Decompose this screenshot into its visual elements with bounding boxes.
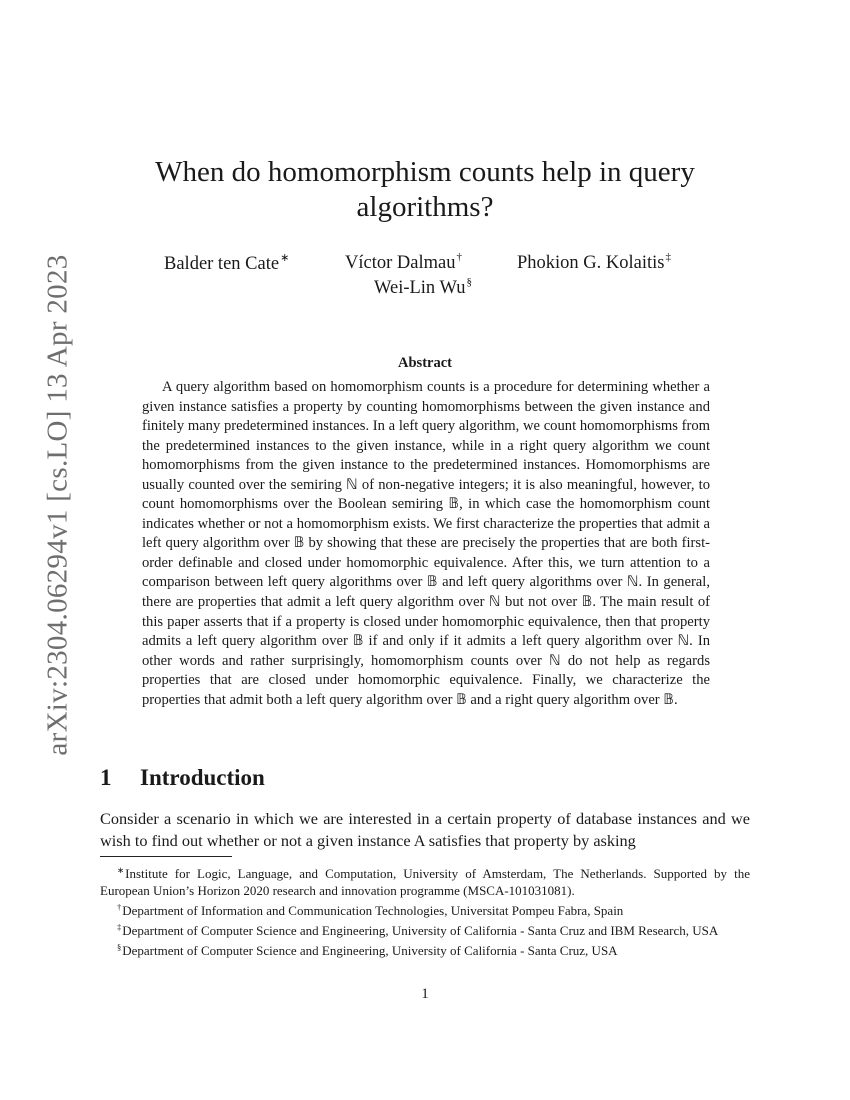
author-4: [374, 276, 472, 299]
footnote-mark: ∗: [117, 865, 125, 875]
section-heading-introduction: [100, 765, 265, 791]
arxiv-identifier-stamp: arXiv:2304.06294v1 [cs.LO] 13 Apr 2023: [41, 254, 74, 756]
author-name: Víctor Dalmau: [345, 253, 456, 273]
author-name: Wei-Lin Wu: [374, 278, 466, 298]
footnote-mark: †: [117, 902, 122, 912]
section-title: Introduction: [140, 765, 265, 790]
author-2: [345, 251, 462, 274]
footnote-2: [100, 899, 750, 919]
footnote-3: [100, 919, 750, 939]
abstract-text: A query algorithm based on homomorphism counts is a procedure for determining whether a given instance satisfies a property by counting homomorphisms between the given instance and finitely many predetermined instances. In a left query algorithm, we count homomorphisms from the predetermined instances to the given instance, while in a right query algorithm we count homomorphisms from the given instance to the predetermined instances. Homomorphisms are usually counted over the semiring ℕ of non-negative integers; it is also meaningful, however, to count homomorphisms over the Boolean semiring 𝔹, in which case the homomorphism count indicates whether or not a homomorphism exists. We first characterize the properties that admit a left query algorithm over 𝔹 by showing that these are precisely the properties that are both first-order definable and closed under homomorphic equivalence. After this, we turn attention to a comparison between left query algorithms over 𝔹 and left query algorithms over ℕ. In general, there are properties that admit a left query algorithm over ℕ but not over 𝔹. The main result of this paper asserts that if a property is closed under homomorphic equivalence, then that property admits a left query algorithm over 𝔹 if and only if it admits a left query algorithm over ℕ. In other words and rather surprisingly, homomorphism counts over ℕ do not help as regards properties that are closed under homomorphic equivalence. Finally, we characterize the properties that admit both a left query algorithm over 𝔹 and a right query algorithm over 𝔹.: [142, 379, 710, 708]
footnote-1: [100, 862, 750, 899]
footnote-text: Department of Computer Science and Engineering, University of California - Santa Cruz and IBM Research, USA: [122, 923, 719, 938]
footnote-divider: [100, 856, 232, 857]
footnote-text: Department of Information and Communication Technologies, Universitat Pompeu Fabra, Spain: [122, 903, 624, 918]
footnote-mark: ‡: [117, 922, 122, 932]
author-mark: †: [456, 251, 462, 263]
introduction-text: Consider a scenario in which we are interested in a certain property of database instances and we wish to find out whether or not a given instance A satisfies that property by asking: [100, 809, 750, 850]
paper-title: When do homomorphism counts help in query algorithms?: [155, 156, 695, 223]
section-number: 1: [100, 765, 112, 790]
author-mark: §: [466, 276, 472, 288]
footnote-text: Department of Computer Science and Engineering, University of California - Santa Cruz, USA: [122, 943, 618, 958]
footnote-4: [100, 939, 750, 959]
abstract-heading: Abstract: [398, 355, 452, 371]
author-1: [164, 251, 289, 275]
author-3: [517, 251, 671, 274]
author-mark: ∗: [280, 252, 290, 264]
footnotes: [100, 862, 750, 959]
page-number: 1: [421, 986, 429, 1002]
author-name: Balder ten Cate: [164, 254, 280, 274]
footnote-text: Institute for Logic, Language, and Computation, University of Amsterdam, The Netherlands. Supported by the European Union’s Horizon 2020 research and innovation programme (MSCA-101031081).: [100, 866, 750, 898]
author-name: Phokion G. Kolaitis: [517, 253, 665, 273]
footnote-mark: §: [117, 942, 122, 952]
author-mark: ‡: [665, 251, 671, 263]
